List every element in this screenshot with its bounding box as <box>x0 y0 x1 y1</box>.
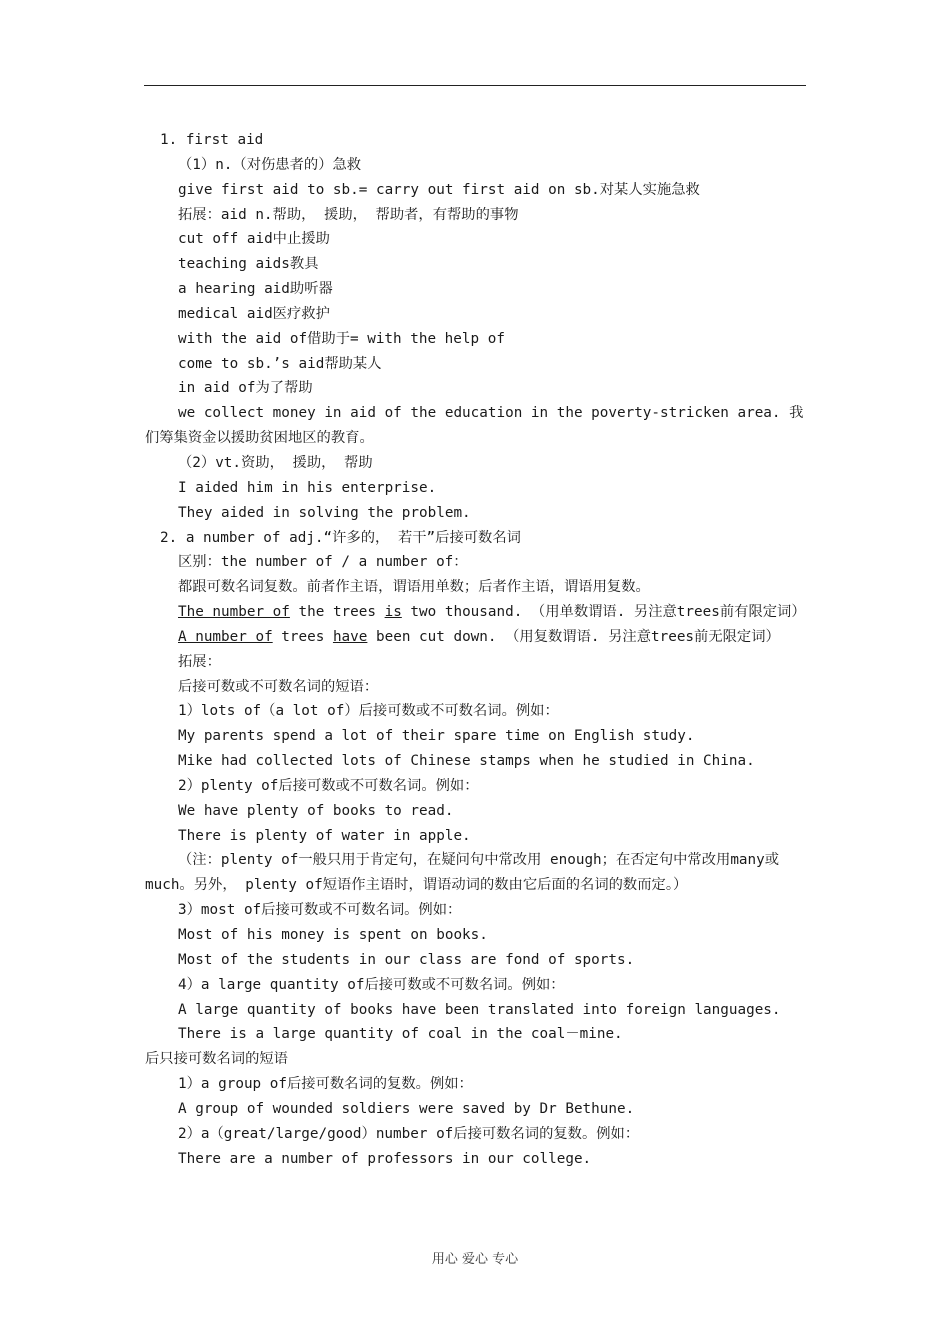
document-body <box>145 128 807 1171</box>
section-heading: 后只接可数名词的短语 <box>145 1051 288 1068</box>
text-line: cut off aid中止援助 <box>178 231 330 248</box>
underlined-phrase: A number of <box>178 628 273 645</box>
underlined-phrase: The number of <box>178 604 290 621</box>
example-sentence: My parents spend a lot of their spare time on English study. <box>178 728 695 745</box>
text-line: a hearing aid助听器 <box>178 281 333 298</box>
text-line: 3）most of后接可数或不可数名词。例如： <box>178 902 462 919</box>
text-line: teaching aids教具 <box>178 256 319 273</box>
item-1-heading: 1. first aid <box>160 132 264 148</box>
example-sentence: A large quantity of books have been translated into foreign languages. <box>178 1001 781 1018</box>
text-line: 2）a（great/large/good）number of后接可数名词的复数。例如： <box>178 1125 640 1142</box>
note-paragraph: （注：plenty of一般只用于肯定句，在疑问句中常改用 enough；在否定句中常改用many或 much。另外， plenty of短语作主语时，谓语动词的数由它后面的名词的数而定。） <box>145 852 780 894</box>
text-line: give first aid to sb.= carry out first aid on sb.对某人实施急救 <box>178 181 700 198</box>
text-line: 区别：the number of / a number of： <box>178 554 468 571</box>
underlined-verb: have <box>332 628 368 645</box>
example-sentence: Most of his money is spent on books. <box>178 927 488 943</box>
text-line: 拓展：aid n.帮助， 援助， 帮助者，有帮助的事物 <box>178 206 519 223</box>
example-sentence: Mike had collected lots of Chinese stamps when he studied in China. <box>178 753 755 770</box>
example-sentence: They aided in solving the problem. <box>178 504 471 521</box>
page-footer: 用心 爱心 专心 <box>431 1252 519 1267</box>
text-line: 都跟可数名词复数。前者作主语，谓语用单数；后者作主语，谓语用复数。 <box>178 579 650 596</box>
wrapped-paragraph: we collect money in aid of the education in the poverty-stricken area. 我们筹集资金以援助贫困地区的教育。 <box>145 405 804 447</box>
example-sentence: A group of wounded soldiers were saved by Dr Bethune. <box>178 1100 635 1117</box>
text-line: in aid of为了帮助 <box>178 380 313 397</box>
text-line: 1）lots of（a lot of）后接可数或不可数名词。例如： <box>178 703 559 720</box>
example-sentence: Most of the students in our class are fond of sports. <box>178 951 635 968</box>
sense-1: （1）n.（对伤患者的）急救 <box>178 156 362 173</box>
example-sentence: I aided him in his enterprise. <box>178 479 437 496</box>
example-sentence: There is plenty of water in apple. <box>178 827 471 844</box>
example-sentence: We have plenty of books to read. <box>178 802 454 819</box>
text-line: 拓展： <box>178 653 221 670</box>
underlined-verb: is <box>384 604 402 621</box>
header-rule <box>144 85 806 86</box>
example-the-number-of: The number of the trees is two thousand. （用单数谓语. 另注意trees前有限定词） <box>178 604 806 621</box>
text-line: 1）a group of后接可数名词的复数。例如： <box>178 1076 473 1093</box>
text-line: 后接可数或不可数名词的短语： <box>178 678 379 695</box>
text-line: 2）plenty of后接可数或不可数名词。例如： <box>178 777 479 794</box>
example-sentence: There is a large quantity of coal in the coal－mine. <box>178 1026 623 1043</box>
text-line: 4）a large quantity of后接可数或不可数名词。例如： <box>178 976 565 993</box>
text-line: come to sb.’s aid帮助某人 <box>178 355 382 372</box>
text-line: medical aid医疗救护 <box>178 305 330 322</box>
example-sentence: There are a number of professors in our college. <box>178 1150 592 1167</box>
sense-2: （2）vt.资助， 援助， 帮助 <box>178 454 373 471</box>
item-2-heading: 2. a number of adj.“许多的， 若干”后接可数名词 <box>160 529 521 546</box>
text-line: with the aid of借助于= with the help of <box>178 330 505 347</box>
example-a-number-of: A number of trees have been cut down. （用复数谓语. 另注意trees前无限定词） <box>178 628 780 645</box>
